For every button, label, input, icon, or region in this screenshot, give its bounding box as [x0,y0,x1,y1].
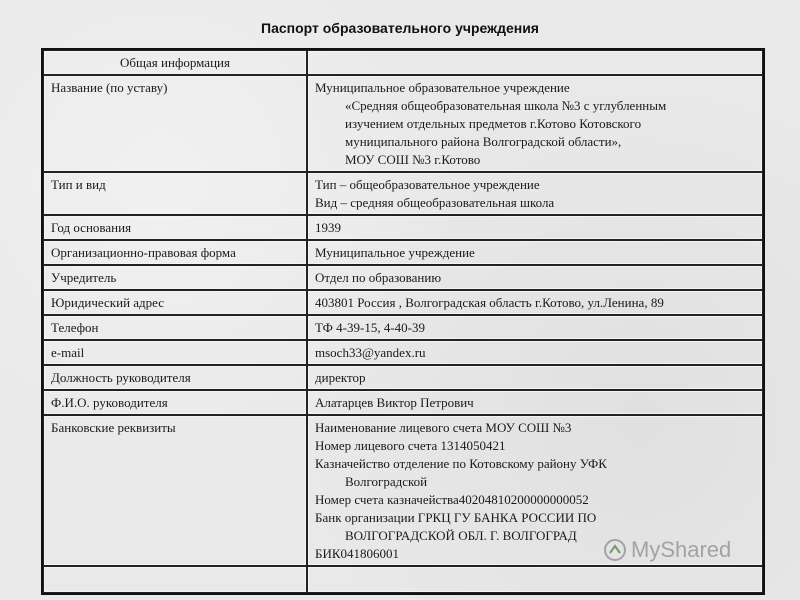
table-row-cutoff [43,566,763,593]
value-line: Наименование лицевого счета МОУ СОШ №3 [315,420,572,435]
value-line: «Средняя общеобразовательная школа №3 с углубленным [345,98,667,113]
row-value: Муниципальное учреждение [307,240,763,265]
row-value [307,75,763,172]
row-value: 403801 Россия , Волгоградская область г.Котово, ул.Ленина, 89 [307,290,763,315]
row-label: Год основания [43,215,307,240]
row-value: 1939 [307,215,763,240]
value-line: Муниципальное образовательное учреждение [315,80,570,95]
row-label: Учредитель [43,265,307,290]
value-line: БИК041806001 [315,546,400,561]
row-label: e-mail [43,340,307,365]
row-value: Алатарцев Виктор Петрович [307,390,763,415]
table-row [43,340,763,365]
table-row [43,315,763,340]
row-value: ТФ 4-39-15, 4-40-39 [307,315,763,340]
table-row [43,265,763,290]
value-line: Волгоградской [345,474,428,489]
row-value-empty [307,566,763,593]
row-label: Юридический адрес [43,290,307,315]
table-header-row [43,50,763,75]
table-row [43,390,763,415]
watermark [603,537,731,563]
value-line: Тип – общеобразовательное учреждение [315,177,540,192]
watermark-text: MyShared [631,537,732,562]
row-label: Тип и вид [43,172,307,215]
row-label: Ф.И.О. руководителя [43,390,307,415]
value-line: Номер счета казначейства40204810200000000052 [315,492,589,507]
table-row [43,75,763,172]
table-row [43,290,763,315]
myshared-logo-icon [603,538,627,562]
row-label: Банковские реквизиты [43,415,307,566]
row-label: Название (по уставу) [43,75,307,172]
table-header-empty-cell [307,50,763,75]
table-row [43,365,763,390]
row-value: директор [307,365,763,390]
row-label: Должность руководителя [43,365,307,390]
row-value: msoch33@yandex.ru [307,340,763,365]
row-value: Отдел по образованию [307,265,763,290]
table-row [43,172,763,215]
value-line: МОУ СОШ №3 г.Котово [345,152,481,167]
value-line: муниципального района Волгоградской области», [345,134,622,149]
table-header-cell: Общая информация [43,50,307,75]
value-line: Номер лицевого счета 1314050421 [315,438,506,453]
row-label: Организационно-правовая форма [43,240,307,265]
value-line: ВОЛГОГРАДСКОЙ ОБЛ. Г. ВОЛГОГРАД [345,528,577,543]
passport-table [41,48,765,595]
value-line: Вид – средняя общеобразовательная школа [315,195,555,210]
table-row [43,240,763,265]
row-label: Телефон [43,315,307,340]
value-line: Казначейство отделение по Котовскому району УФК [315,456,607,471]
table-row [43,215,763,240]
page-title: Паспорт образовательного учреждения [261,20,539,36]
row-value [307,172,763,215]
value-line: Банк организации ГРКЦ ГУ БАНКА РОССИИ ПО [315,510,597,525]
value-line: изучением отдельных предметов г.Котово Котовского [345,116,642,131]
row-label-empty [43,566,307,593]
